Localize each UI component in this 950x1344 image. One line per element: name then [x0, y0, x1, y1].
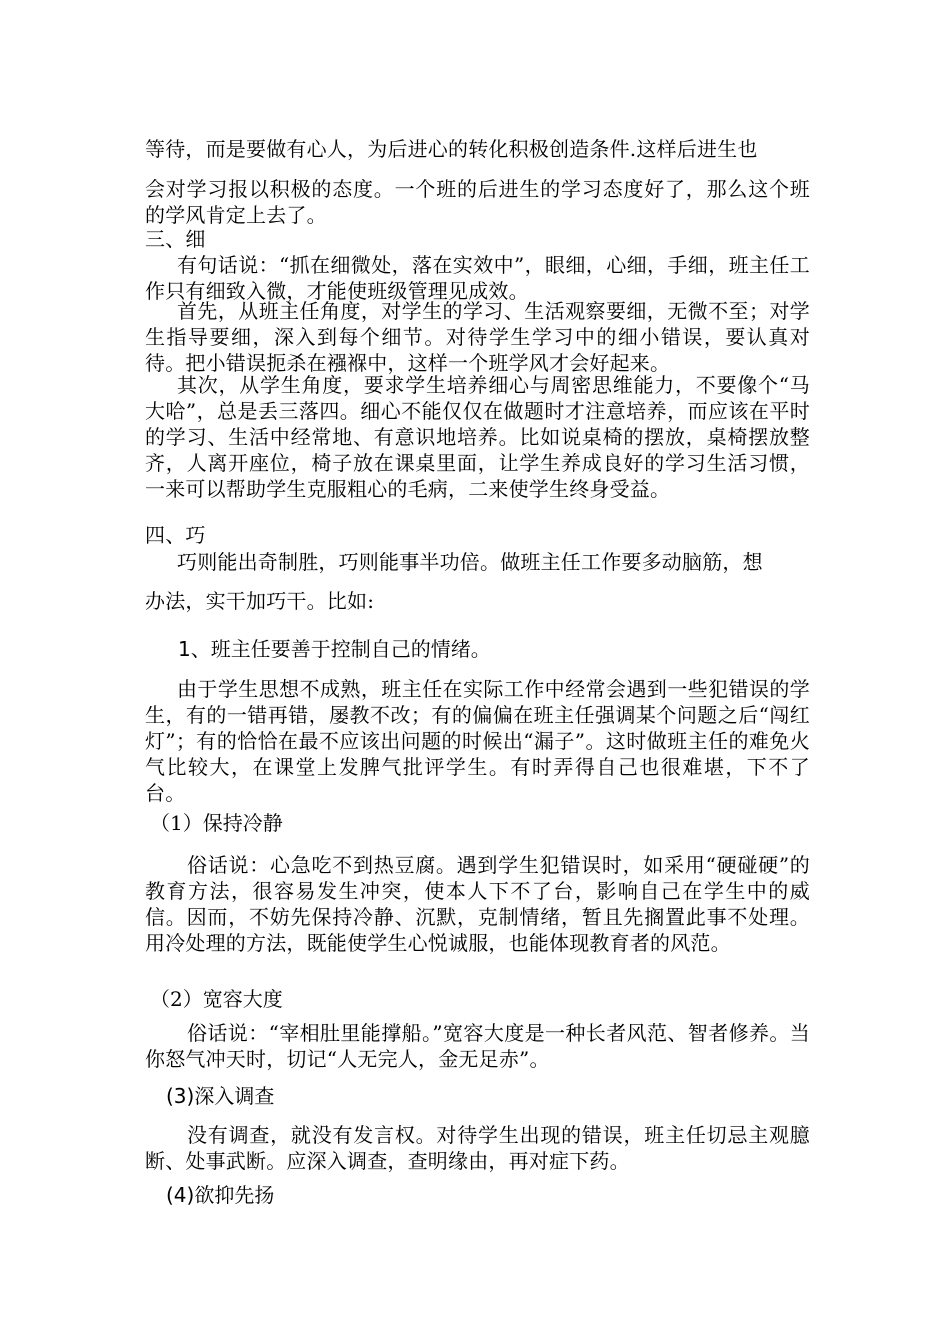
subheading-3 — [166, 1083, 274, 1109]
subheading-4 — [166, 1182, 274, 1208]
paragraph-xi-quote: 有句话说：“抓在细微处，落在实效中”，眼细，心细，手细，班主任工作只有细致入微，才能使班级管理见成效。 — [145, 253, 810, 303]
list-item-1 — [178, 636, 491, 662]
subheading-1 — [150, 810, 283, 836]
paragraph-xi-second: 其次，从学生角度，要求学生培养细心与周密思维能力，不要像个“马大哈”，总是丢三落四。细心不能仅仅在做题时才注意培养，而应该在平时的学习、生活中经常地、有意识地培养。比如说桌椅的摆放，桌椅摆放整齐，人离开座位，椅子放在课桌里面，让学生养成良好的学习生活习惯，一来可以帮助学生克服粗心的毛病，二来使学生终身受益。 — [145, 373, 810, 501]
subheading-2 — [150, 986, 283, 1012]
section-heading-qiao: 四、巧 — [145, 523, 206, 547]
paragraph-sub3: 没有调查，就没有发言权。对待学生出现的错误，班主任切忌主观臆断、处事武断。应深入调查，查明缘由，再对症下药。 — [145, 1123, 810, 1173]
subheading-3-number: (3) — [166, 1084, 195, 1108]
list-item-1-number: 1 — [178, 637, 191, 661]
paragraph-item1: 由于学生思想不成熟，班主任在实际工作中经常会遇到一些犯错误的学生，有的一错再错，屡教不改；有的偏偏在班主任强调某个问题之后“闯红灯”；有的恰恰在最不应该出问题的时候出“漏子”。这时做班主任的难免火气比较大，在课堂上发脾气批评学生。有时弄得自己也很难堪，下不了台。 — [145, 677, 810, 805]
subheading-4-text: 欲抑先扬 — [194, 1183, 275, 1207]
subheading-1-number: （1） — [150, 811, 203, 835]
section-heading-xi: 三、细 — [145, 227, 206, 251]
subheading-4-number: (4) — [166, 1183, 195, 1207]
intro-line-1: 等待，而是要做有心人，为后进心的转化积极创造条件.这样后进生也 — [145, 137, 758, 161]
intro-paragraph-continued: 会对学习报以积极的态度。一个班的后进生的学习态度好了，那么这个班的学风肯定上去了。 — [145, 177, 810, 227]
subheading-3-text: 深入调查 — [194, 1084, 275, 1108]
paragraph-sub1: 俗话说：心急吃不到热豆腐。遇到学生犯错误时，如采用“硬碰硬”的教育方法，很容易发生冲突，使本人下不了台，影响自己在学生中的威信。因而，不妨先保持冷静、沉默，克制情绪，暂且先搁置此事不处理。用冷处理的方法，既能使学生心悦诚服，也能体现教育者的风范。 — [145, 853, 810, 955]
paragraph-xi-first: 首先，从班主任角度，对学生的学习、生活观察要细，无微不至；对学生指导要细，深入到每个细节。对待学生学习中的细小错误，要认真对待。把小错误扼杀在襁褓中，这样一个班学风才会好起来。 — [145, 299, 810, 375]
paragraph-qiao-line-1: 巧则能出奇制胜，巧则能事半功倍。做班主任工作要多动脑筋，想 — [177, 550, 763, 574]
paragraph-sub2: 俗话说：“宰相肚里能撑船。”宽容大度是一种长者风范、智者修养。当你怒气冲天时，切记“人无完人，金无足赤”。 — [145, 1021, 810, 1071]
subheading-2-text: 宽容大度 — [202, 987, 283, 1011]
subheading-2-number: （2） — [150, 987, 203, 1011]
paragraph-qiao-line-2: 办法，实干加巧干。比如: — [145, 589, 375, 613]
list-item-1-text: 、班主任要善于控制自己的情绪。 — [190, 637, 491, 661]
subheading-1-text: 保持冷静 — [202, 811, 283, 835]
